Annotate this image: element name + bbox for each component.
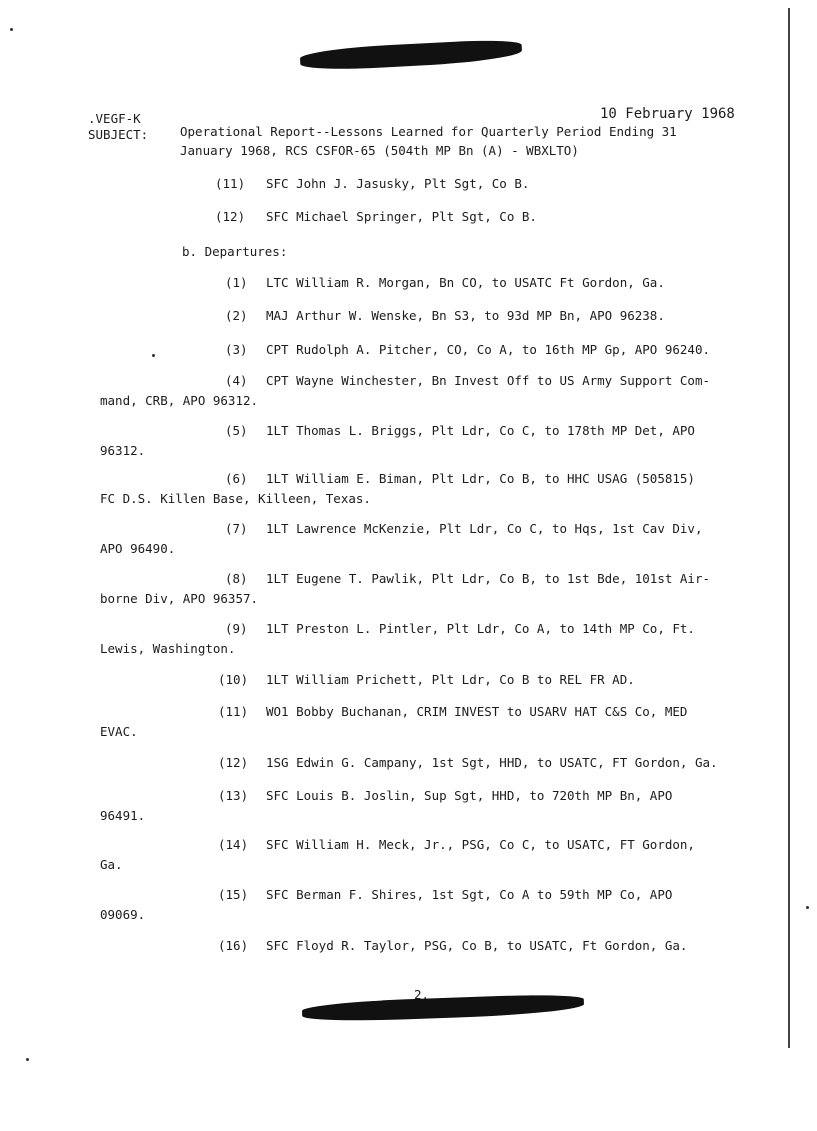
departure-text: 1LT Eugene T. Pawlik, Plt Ldr, Co B, to 1st Bde, 101st Air-	[266, 571, 711, 586]
departure-continuation: APO 96490.	[100, 541, 176, 556]
list-item-text: SFC John J. Jasusky, Plt Sgt, Co B.	[266, 176, 530, 191]
scan-speck	[806, 906, 809, 909]
departure-text: CPT Rudolph A. Pitcher, CO, Co A, to 16th MP Gp, APO 96240.	[266, 342, 711, 357]
departure-number: (10)	[218, 672, 249, 687]
section-heading: b. Departures:	[182, 244, 288, 259]
list-item-text: SFC Michael Springer, Plt Sgt, Co B.	[266, 209, 537, 224]
scan-speck	[152, 354, 155, 357]
departure-number: (16)	[218, 938, 249, 953]
departure-text: 1LT Thomas L. Briggs, Plt Ldr, Co C, to 178th MP Det, APO	[266, 423, 695, 438]
departure-number: (2)	[225, 308, 248, 323]
scan-speck	[10, 28, 13, 31]
departure-continuation: Lewis, Washington.	[100, 641, 236, 656]
departure-continuation: borne Div, APO 96357.	[100, 591, 259, 606]
departure-number: (3)	[225, 342, 248, 357]
page-number: 2.	[414, 987, 430, 1002]
departure-text: SFC Berman F. Shires, 1st Sgt, Co A to 59th MP Co, APO	[266, 887, 673, 902]
departure-text: 1LT Lawrence McKenzie, Plt Ldr, Co C, to Hqs, 1st Cav Div,	[266, 521, 703, 536]
departure-text: SFC Floyd R. Taylor, PSG, Co B, to USATC, Ft Gordon, Ga.	[266, 938, 688, 953]
departure-text: 1SG Edwin G. Campany, 1st Sgt, HHD, to USATC, FT Gordon, Ga.	[266, 755, 718, 770]
departure-text: 1LT Preston L. Pintler, Plt Ldr, Co A, to 14th MP Co, Ft.	[266, 621, 695, 636]
departure-number: (6)	[225, 471, 248, 486]
list-item-number: (12)	[215, 209, 246, 224]
departure-continuation: mand, CRB, APO 96312.	[100, 393, 259, 408]
departure-continuation: 96491.	[100, 808, 146, 823]
departure-continuation: 09069.	[100, 907, 146, 922]
departure-number: (4)	[225, 373, 248, 388]
departure-number: (5)	[225, 423, 248, 438]
subject-line-1: Operational Report--Lessons Learned for Quarterly Period Ending 31	[180, 124, 677, 139]
right-page-edge	[788, 8, 790, 1048]
departure-number: (1)	[225, 275, 248, 290]
departure-number: (13)	[218, 788, 249, 803]
departure-number: (8)	[225, 571, 248, 586]
departure-text: WO1 Bobby Buchanan, CRIM INVEST to USARV HAT C&S Co, MED	[266, 704, 688, 719]
departure-number: (14)	[218, 837, 249, 852]
subject-line-2: January 1968, RCS CSFOR-65 (504th MP Bn (A) - WBXLTO)	[180, 143, 579, 158]
departure-text: 1LT William E. Biman, Plt Ldr, Co B, to HHC USAG (505815)	[266, 471, 695, 486]
departure-text: LTC William R. Morgan, Bn CO, to USATC Ft Gordon, Ga.	[266, 275, 665, 290]
departure-continuation: Ga.	[100, 857, 123, 872]
departure-text: MAJ Arthur W. Wenske, Bn S3, to 93d MP Bn, APO 96238.	[266, 308, 665, 323]
office-symbol: .VEGF-K	[88, 111, 141, 126]
list-item-number: (11)	[215, 176, 246, 191]
departure-text: CPT Wayne Winchester, Bn Invest Off to US Army Support Com-	[266, 373, 711, 388]
departure-text: SFC Louis B. Joslin, Sup Sgt, HHD, to 720th MP Bn, APO	[266, 788, 673, 803]
departure-text: SFC William H. Meck, Jr., PSG, Co C, to USATC, FT Gordon,	[266, 837, 695, 852]
subject-label: SUBJECT:	[88, 127, 149, 142]
document-date: 10 February 1968	[600, 106, 735, 122]
departure-number: (12)	[218, 755, 249, 770]
bottom-redaction-mark	[302, 993, 585, 1023]
departure-number: (15)	[218, 887, 249, 902]
departure-number: (11)	[218, 704, 249, 719]
scan-speck	[26, 1058, 29, 1061]
top-redaction-mark	[300, 38, 523, 72]
departure-continuation: FC D.S. Killen Base, Killeen, Texas.	[100, 491, 371, 506]
departure-number: (9)	[225, 621, 248, 636]
departure-continuation: EVAC.	[100, 724, 138, 739]
departure-text: 1LT William Prichett, Plt Ldr, Co B to REL FR AD.	[266, 672, 635, 687]
departure-continuation: 96312.	[100, 443, 146, 458]
departure-number: (7)	[225, 521, 248, 536]
